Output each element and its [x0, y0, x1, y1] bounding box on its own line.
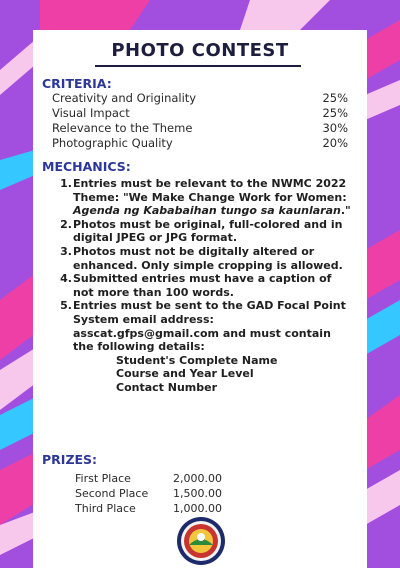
mechanics-text-part: ." — [340, 204, 351, 218]
criteria-label: Relevance to the Theme — [52, 121, 193, 135]
page-title: PHOTO CONTEST — [111, 40, 289, 61]
mechanics-number: 1. — [60, 177, 72, 190]
criteria-value: 25% — [322, 106, 348, 120]
mechanics-number: 5. — [60, 299, 72, 313]
detail-line: Contact Number — [116, 380, 218, 394]
mechanics-text — [72, 177, 355, 218]
criteria-label: Photographic Quality — [52, 136, 173, 150]
prize-row — [75, 471, 222, 486]
mechanics-number: 2. — [60, 217, 72, 231]
mechanics-item — [45, 218, 355, 245]
mechanics-text: Entries must be sent to the GAD Focal Point System email address: asscat.gfps@gmail.com and must contain the following details: — [73, 299, 346, 354]
prize-row — [75, 501, 222, 516]
criteria-heading: CRITERIA: — [42, 76, 112, 91]
mechanics-text-part: Entries must be relevant to the NWMC 2022 Theme: "We Make Change Work for Women: — [73, 177, 347, 204]
criteria-row — [52, 91, 348, 106]
mechanics-list — [45, 177, 355, 395]
prize-amount: 1,000.00 — [173, 502, 222, 515]
mechanics-item — [45, 272, 355, 299]
prizes-list — [75, 471, 222, 516]
criteria-value: 30% — [322, 121, 348, 135]
criteria-label: Creativity and Originality — [52, 91, 197, 105]
mechanics-text: Photos must be original, full-colored and in digital JPEG or JPG format. — [73, 217, 343, 245]
prize-amount: 2,000.00 — [173, 472, 222, 485]
contest-card — [33, 30, 367, 568]
criteria-list — [52, 91, 348, 151]
mechanics-text: Submitted entries must have a caption of not more than 100 words. — [73, 272, 332, 299]
gad-seal-icon — [176, 516, 226, 566]
mechanics-item — [45, 177, 355, 218]
detail-line: Course and Year Level — [116, 367, 254, 381]
required-details — [45, 354, 355, 395]
mechanics-number: 3. — [60, 244, 72, 258]
theme-italic: Agenda ng Kababaihan tungo sa kaunlaran — [73, 204, 341, 218]
mechanics-text: Photos must not be digitally altered or enhanced. Only simple cropping is allowed. — [73, 244, 343, 272]
criteria-value: 20% — [322, 136, 348, 150]
prizes-heading: PRIZES: — [42, 452, 98, 467]
title-underline — [95, 65, 301, 67]
criteria-value: 25% — [322, 91, 348, 105]
mechanics-item — [45, 299, 355, 353]
mechanics-heading: MECHANICS: — [42, 159, 131, 174]
criteria-label: Visual Impact — [52, 106, 130, 120]
prize-place: Second Place — [75, 487, 149, 500]
prize-place: First Place — [75, 472, 131, 485]
criteria-row — [52, 106, 348, 121]
criteria-row — [52, 136, 348, 151]
detail-line: Student's Complete Name — [116, 353, 278, 367]
mechanics-number: 4. — [60, 272, 72, 286]
prize-amount: 1,500.00 — [173, 487, 222, 500]
criteria-row — [52, 121, 348, 136]
prize-place: Third Place — [75, 502, 136, 515]
mechanics-item — [45, 245, 355, 272]
prize-row — [75, 486, 222, 501]
